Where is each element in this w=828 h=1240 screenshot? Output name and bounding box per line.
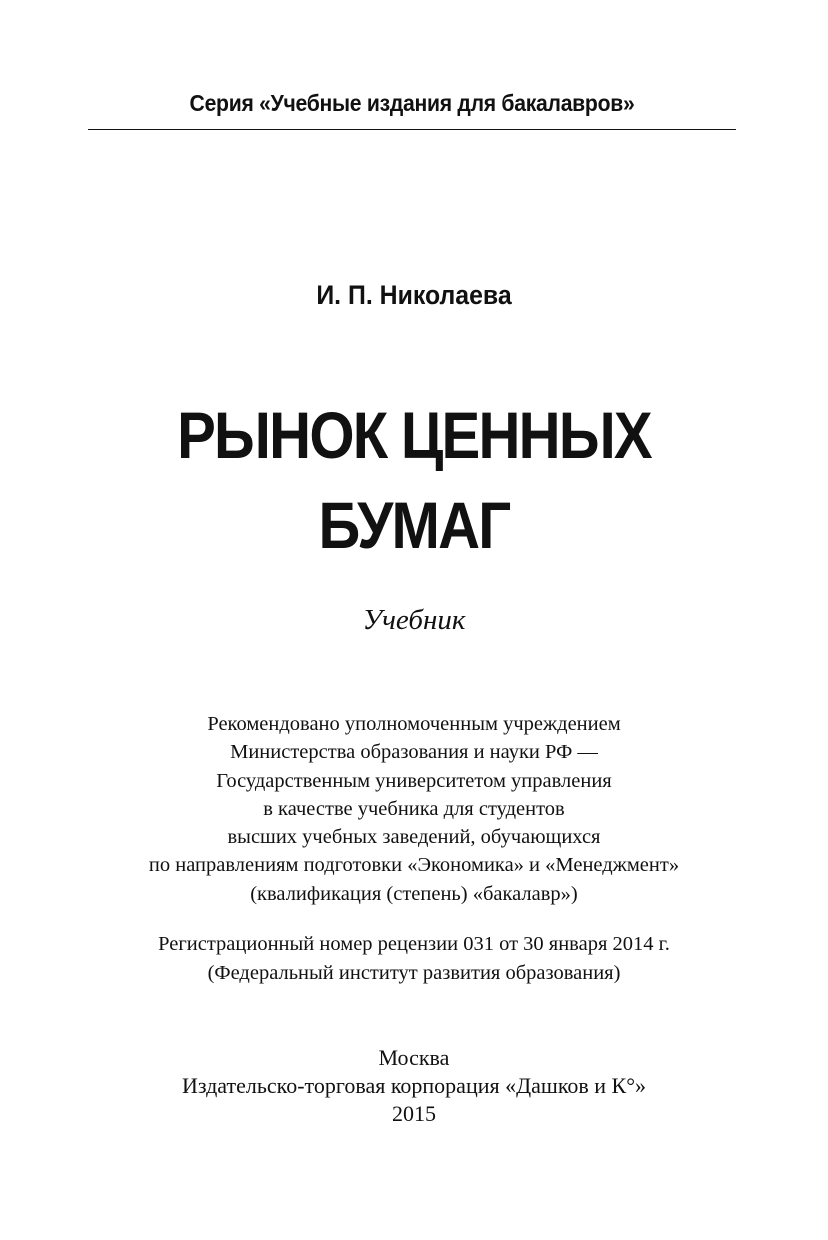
registration-note (60, 930, 768, 987)
book-title (50, 390, 779, 570)
imprint-publisher: Издательско-торговая корпорация «Дашков и К°» (181, 1073, 647, 1098)
registration-line: Регистрационный номер рецензии 031 от 30 января 2014 г. (158, 933, 670, 955)
recommendation-line: Министерства образования и науки РФ — (230, 741, 598, 764)
recommendation-line: высших учебных заведений, обучающихся (227, 826, 601, 849)
recommendation-line: в качестве учебника для студентов (263, 797, 565, 820)
header-rule (88, 129, 736, 130)
imprint-year: 2015 (392, 1101, 436, 1126)
recommendation-line: Государственным университетом управления (216, 769, 612, 792)
book-type: Учебник (362, 604, 466, 636)
imprint-city: Москва (378, 1045, 450, 1070)
book-title-line-2: БУМАГ (318, 488, 510, 562)
recommendation-line: по направлениям подготовки «Экономика» и «Менеджмент» (148, 854, 680, 877)
recommendation-line: (квалификация (степень) «бакалавр») (250, 882, 578, 905)
book-title-line-1: РЫНОК ЦЕННЫХ (177, 398, 651, 472)
author-name: И. П. Николаева (316, 280, 512, 310)
series-heading: Серия «Учебные издания для бакалавров» (189, 90, 635, 116)
recommendation-line: Рекомендовано уполномоченным учреждением (207, 713, 621, 735)
recommendation-text (60, 710, 768, 908)
registration-line: (Федеральный институт развития образования) (207, 961, 621, 984)
imprint (60, 1044, 768, 1128)
